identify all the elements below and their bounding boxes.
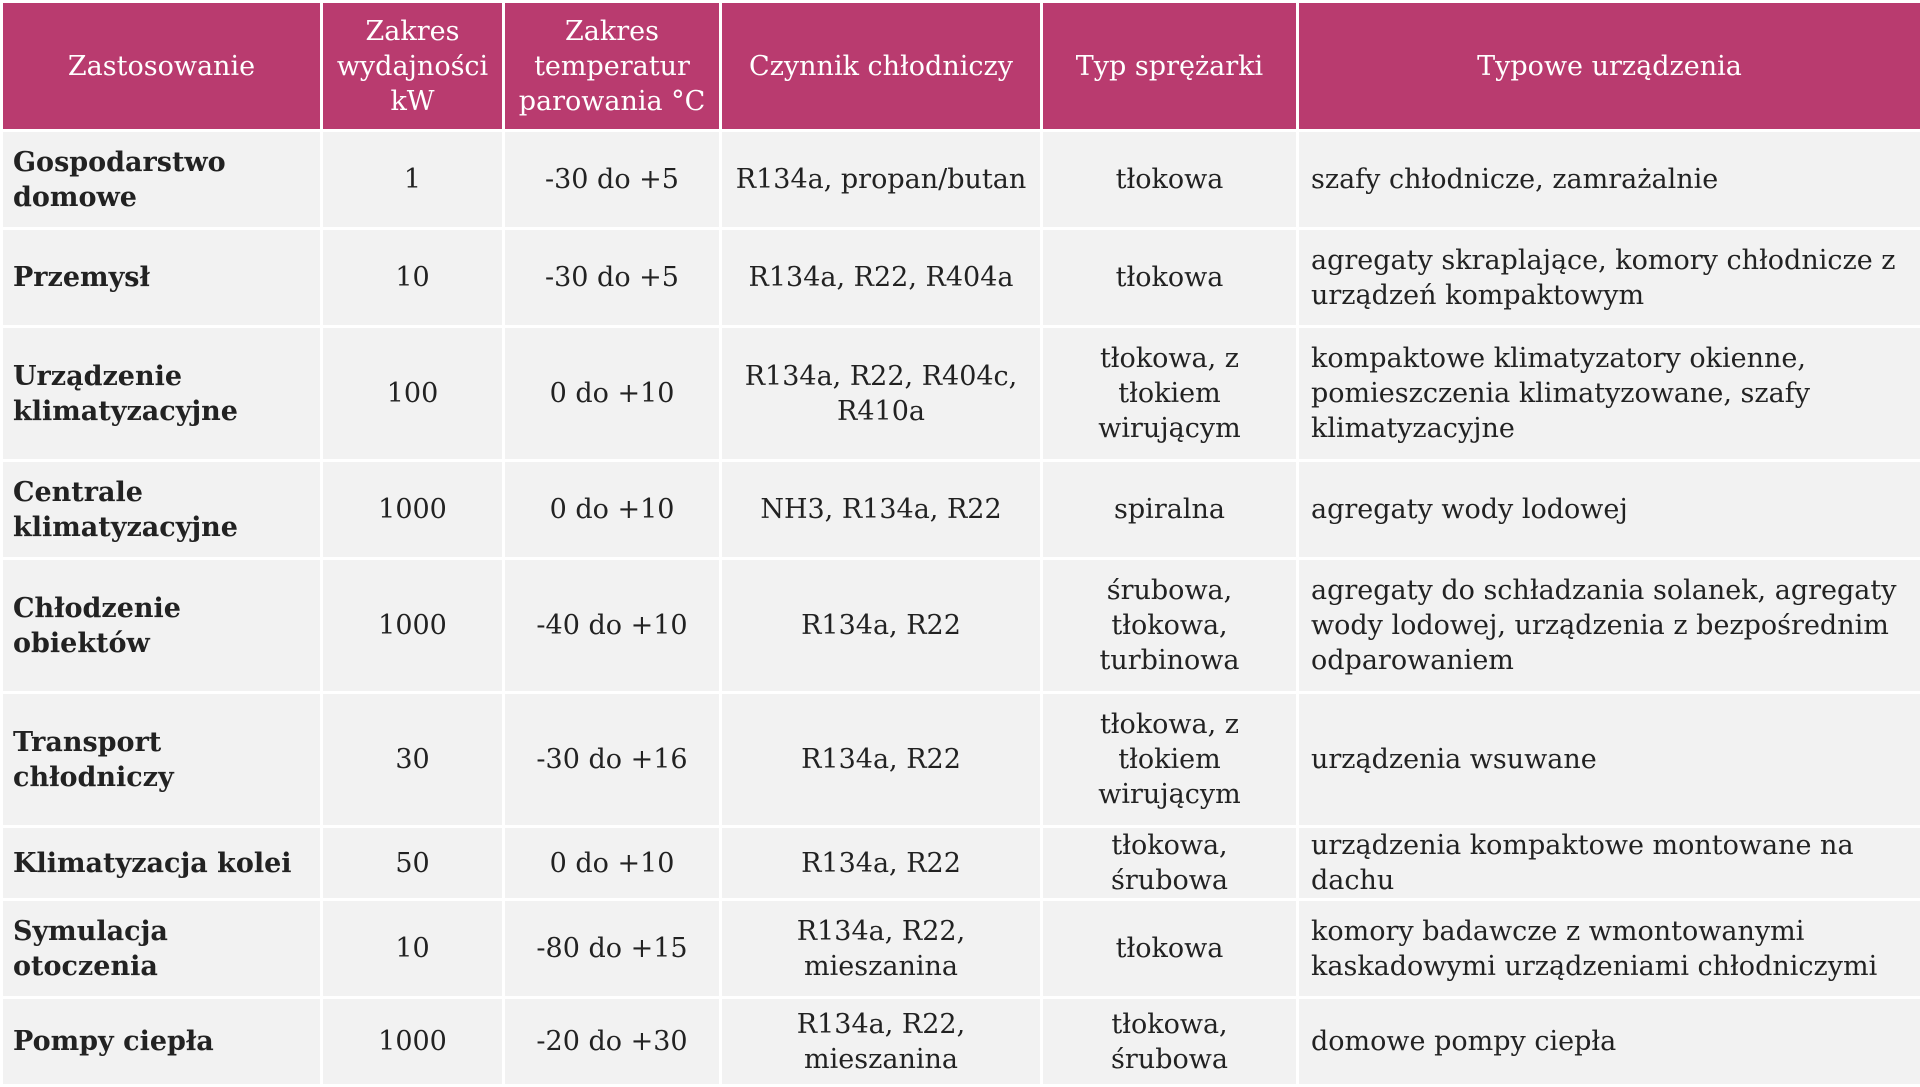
cell-application: Klimatyzacja kolei (2, 827, 322, 900)
header-capacity-range: Zakres wydajności kW (322, 2, 504, 131)
table-row (2, 559, 1920, 693)
cell-compressor: tłokowa, z tłokiem wirującym (1042, 693, 1298, 827)
cell-compressor: tłokowa (1042, 900, 1298, 998)
cell-temperature: 0 do +10 (504, 461, 721, 559)
cell-capacity: 1000 (322, 461, 504, 559)
cell-refrigerant: NH3, R134a, R22 (721, 461, 1042, 559)
cell-devices: urządzenia wsuwane (1298, 693, 1920, 827)
header-compressor-type: Typ sprężarki (1042, 2, 1298, 131)
header-application: Zastosowanie (2, 2, 322, 131)
cell-refrigerant: R134a, R22 (721, 827, 1042, 900)
cell-application: Transport chłodniczy (2, 693, 322, 827)
header-row (2, 2, 1920, 131)
cell-devices: agregaty skraplające, komory chłodnicze z urządzeń kompaktowym (1298, 229, 1920, 327)
cell-devices: urządzenia kompaktowe montowane na dachu (1298, 827, 1920, 900)
cell-capacity: 30 (322, 693, 504, 827)
cell-capacity: 50 (322, 827, 504, 900)
cell-refrigerant: R134a, R22, R404a (721, 229, 1042, 327)
cell-devices: agregaty wody lodowej (1298, 461, 1920, 559)
cell-refrigerant: R134a, R22 (721, 693, 1042, 827)
cell-devices: szafy chłodnicze, zamrażalnie (1298, 131, 1920, 229)
table-row (2, 327, 1920, 461)
cell-temperature: -30 do +5 (504, 229, 721, 327)
cell-capacity: 10 (322, 229, 504, 327)
cell-application: Pompy ciepła (2, 998, 322, 1086)
cell-capacity: 1000 (322, 559, 504, 693)
cell-compressor: tłokowa, śrubowa (1042, 998, 1298, 1086)
table-row (2, 131, 1920, 229)
cell-capacity: 10 (322, 900, 504, 998)
cell-compressor: tłokowa (1042, 229, 1298, 327)
table-row (2, 998, 1920, 1086)
cell-temperature: -40 do +10 (504, 559, 721, 693)
cell-refrigerant: R134a, R22 (721, 559, 1042, 693)
cell-refrigerant: R134a, propan/butan (721, 131, 1042, 229)
cell-refrigerant: R134a, R22, R404c, R410a (721, 327, 1042, 461)
cell-refrigerant: R134a, R22, mieszanina (721, 900, 1042, 998)
cell-capacity: 100 (322, 327, 504, 461)
cell-temperature: -30 do +5 (504, 131, 721, 229)
table-row (2, 461, 1920, 559)
cell-compressor: tłokowa, z tłokiem wirującym (1042, 327, 1298, 461)
cell-application: Chłodzenie obiektów (2, 559, 322, 693)
cell-temperature: -30 do +16 (504, 693, 721, 827)
header-refrigerant: Czynnik chłodniczy (721, 2, 1042, 131)
cell-application: Urządzenie klimatyzacyjne (2, 327, 322, 461)
cell-temperature: -20 do +30 (504, 998, 721, 1086)
cell-temperature: -80 do +15 (504, 900, 721, 998)
cell-compressor: spiralna (1042, 461, 1298, 559)
cell-capacity: 1000 (322, 998, 504, 1086)
cell-devices: agregaty do schładzania solanek, agregaty wody lodowej, urządzenia z bezpośrednim odparowaniem (1298, 559, 1920, 693)
cell-temperature: 0 do +10 (504, 827, 721, 900)
cell-application: Centrale klimatyzacyjne (2, 461, 322, 559)
cell-application: Gospodarstwo domowe (2, 131, 322, 229)
table-row (2, 229, 1920, 327)
cell-refrigerant: R134a, R22, mieszanina (721, 998, 1042, 1086)
cell-application: Przemysł (2, 229, 322, 327)
cell-compressor: tłokowa, śrubowa (1042, 827, 1298, 900)
cell-capacity: 1 (322, 131, 504, 229)
cell-temperature: 0 do +10 (504, 327, 721, 461)
cell-application: Symulacja otoczenia (2, 900, 322, 998)
header-evaporation-temperature: Zakres temperatur parowania °C (504, 2, 721, 131)
table-row (2, 900, 1920, 998)
cell-compressor: tłokowa (1042, 131, 1298, 229)
cell-compressor: śrubowa, tłokowa, turbinowa (1042, 559, 1298, 693)
cell-devices: kompaktowe klimatyzatory okienne, pomieszczenia klimatyzowane, szafy klimatyzacyjne (1298, 327, 1920, 461)
table-row (2, 827, 1920, 900)
table-row (2, 693, 1920, 827)
header-typical-devices: Typowe urządzenia (1298, 2, 1920, 131)
cell-devices: komory badawcze z wmontowanymi kaskadowymi urządzeniami chłodniczymi (1298, 900, 1920, 998)
cell-devices: domowe pompy ciepła (1298, 998, 1920, 1086)
